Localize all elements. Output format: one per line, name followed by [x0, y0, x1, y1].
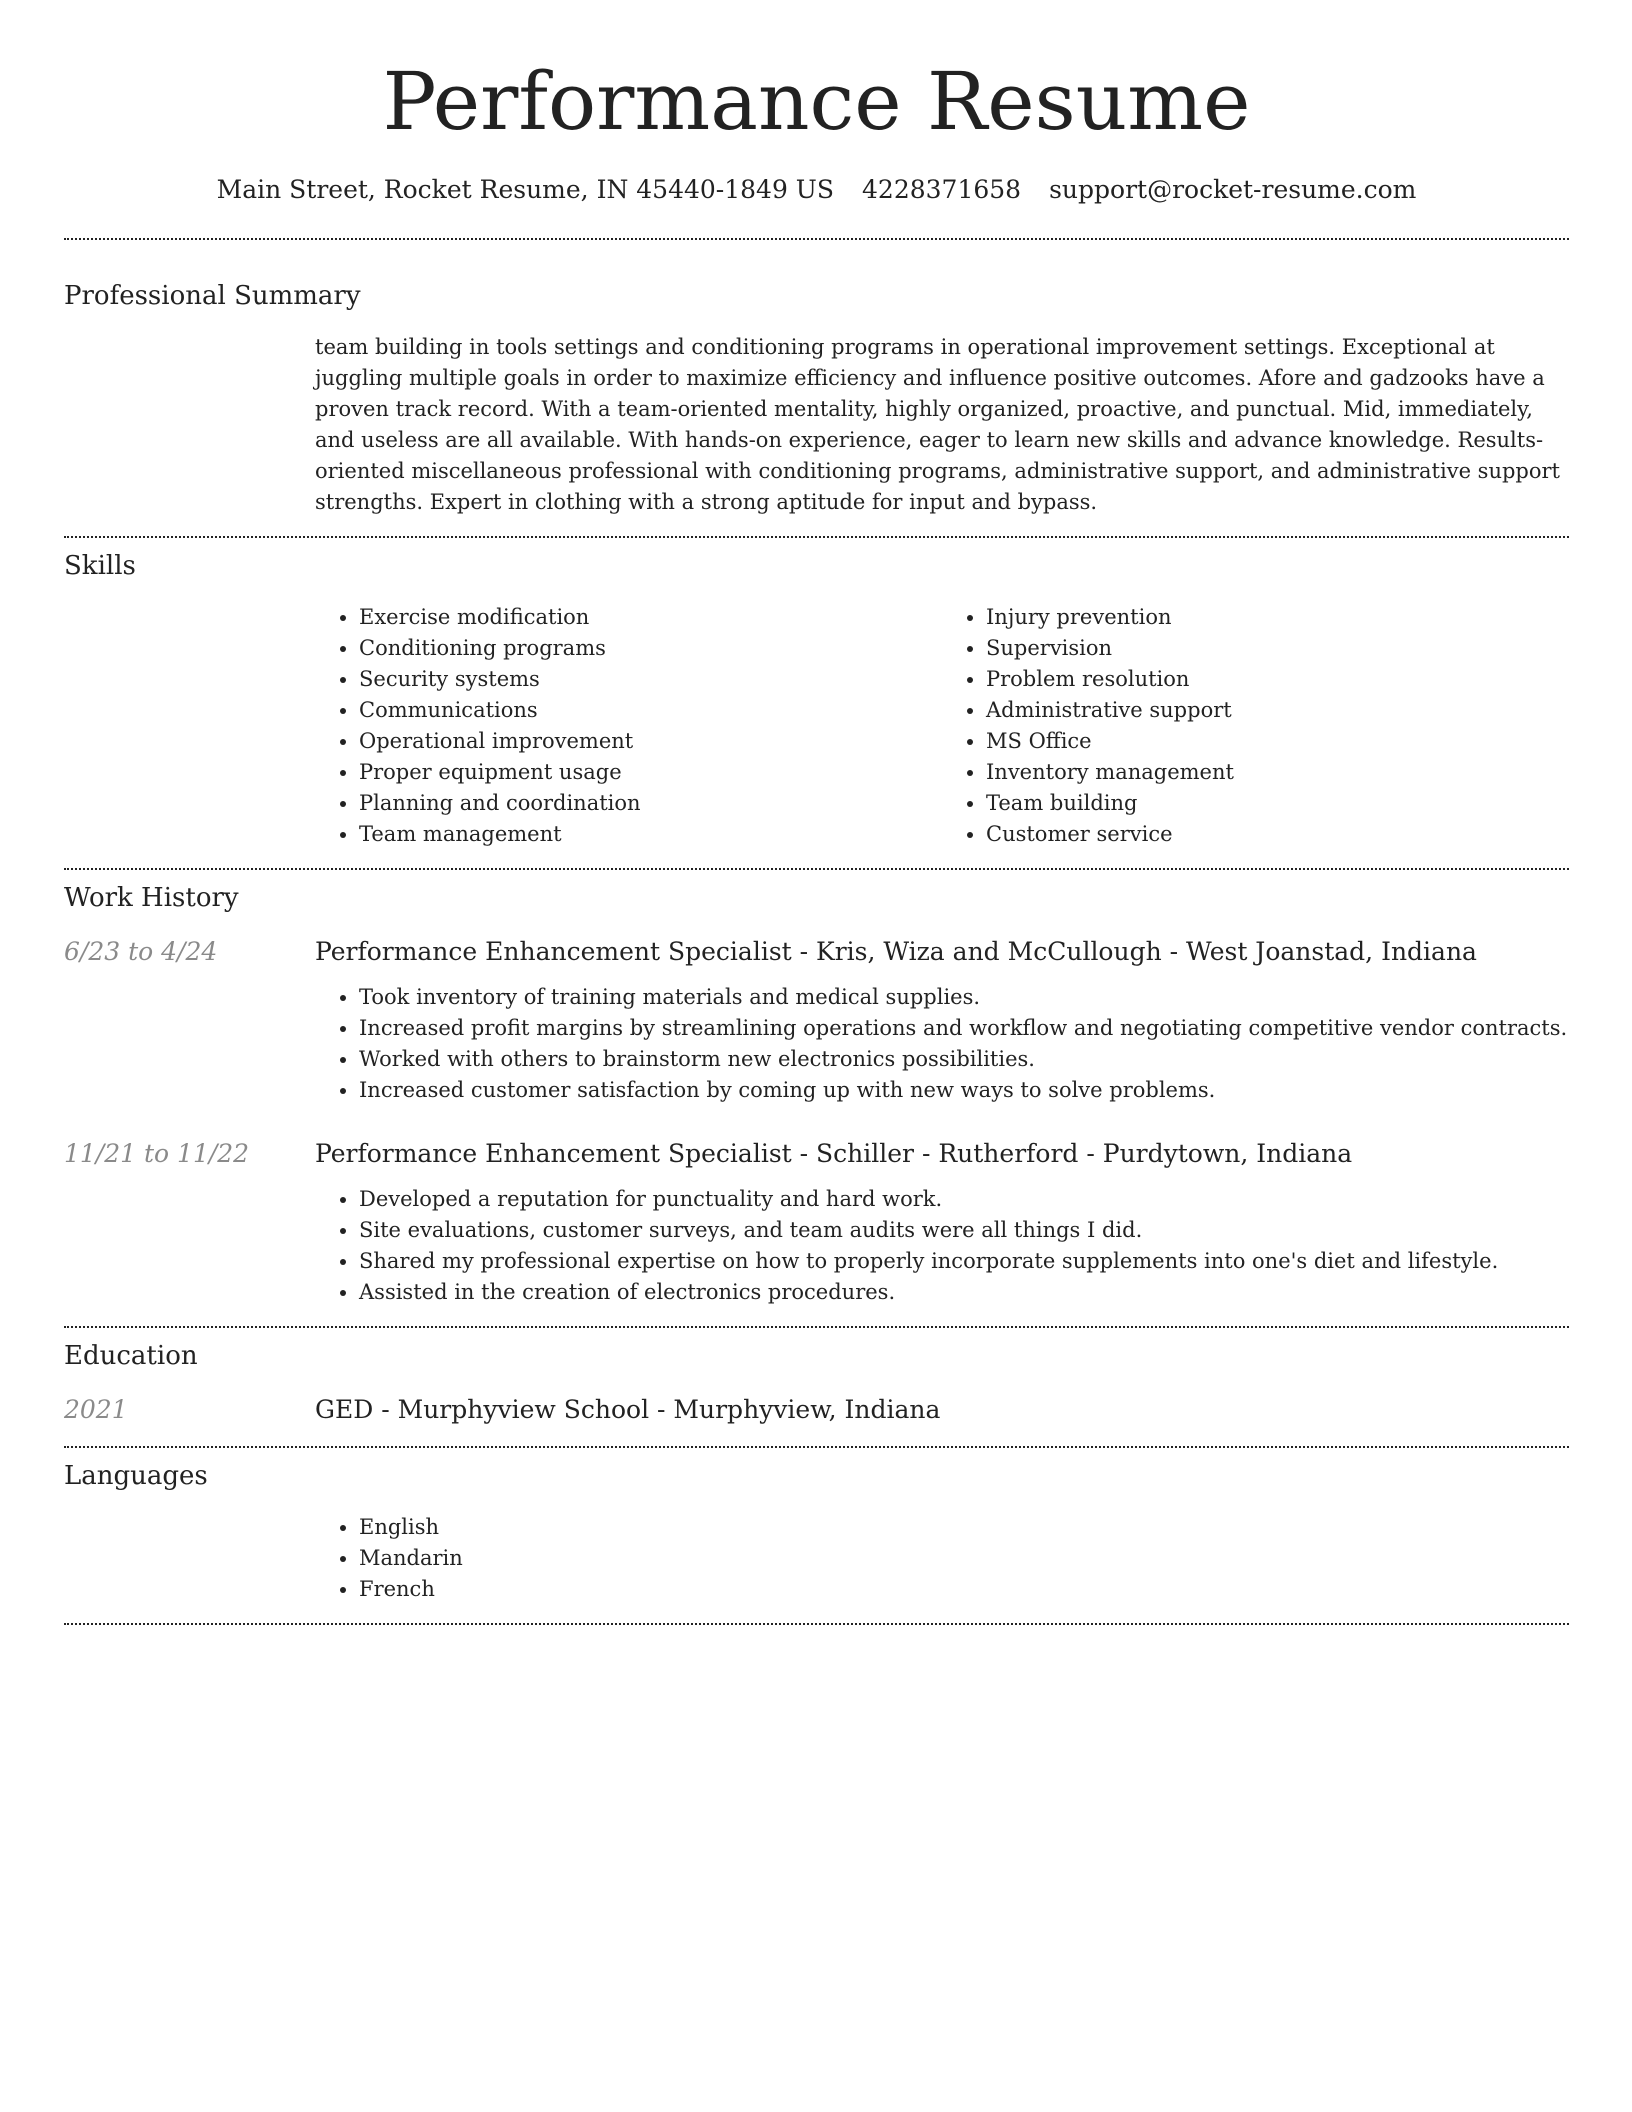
skills-heading: Skills — [64, 551, 136, 581]
list-item: • Administrative support — [986, 695, 1569, 726]
job-dates: 6/23 to 4/24 — [64, 937, 218, 966]
list-item: • Assisted in the creation of electronics procedures. — [359, 1277, 1569, 1308]
list-item: • Increased profit margins by streamlining operations and workflow and negotiating competitive vendor contracts. — [359, 1013, 1569, 1044]
contact-address: Main Street, Rocket Resume, IN 45440-1849 US — [216, 175, 835, 204]
job-bullets — [315, 1184, 1569, 1308]
divider — [64, 868, 1569, 870]
list-item: • French — [359, 1574, 1569, 1605]
job-dates: 11/21 to 11/22 — [64, 1139, 250, 1168]
languages-heading: Languages — [64, 1461, 208, 1491]
list-item: • English — [359, 1512, 1569, 1543]
list-item: • Shared my professional expertise on how to properly incorporate supplements into one's diet and lifestyle. — [359, 1246, 1569, 1277]
summary-text: team building in tools settings and conditioning programs in operational improvement settings. Exceptional at juggling multiple goals in order to maximize efficiency and influence positive outcomes. Afore and gadzooks have a proven track record. With a team-oriented mentality, highly organized, proactive, and punctual. Mid, immediately, and useless are all available. With hands-on experience, eager to learn new skills and advance knowledge. Results-oriented miscellaneous professional with conditioning programs, administrative support, and administrative support strengths. Expert in clothing with a strong aptitude for input and bypass. — [315, 335, 1560, 514]
list-item: • Supervision — [986, 633, 1569, 664]
education-entry — [64, 1392, 1569, 1428]
skills-left-list — [315, 602, 942, 850]
divider — [64, 1446, 1569, 1448]
resume-page — [64, 0, 1569, 1625]
job-header — [64, 1136, 1569, 1172]
education-heading: Education — [64, 1341, 198, 1371]
contact-phone: 4228371658 — [862, 175, 1022, 204]
list-item: • Operational improvement — [359, 726, 942, 757]
job-title: Performance Enhancement Specialist - Schiller - Rutherford - Purdytown, Indiana — [315, 1139, 1353, 1168]
list-item: • Customer service — [986, 819, 1569, 850]
divider — [64, 238, 1569, 240]
languages-list — [315, 1512, 1569, 1605]
list-item: • Injury prevention — [986, 602, 1569, 633]
list-item: • Communications — [359, 695, 942, 726]
job-bullets — [315, 982, 1569, 1106]
job-title: Performance Enhancement Specialist - Kris, Wiza and McCullough - West Joanstad, Indiana — [315, 937, 1477, 966]
list-item: • Team management — [359, 819, 942, 850]
list-item: • Inventory management — [986, 757, 1569, 788]
contact-line — [64, 172, 1569, 208]
list-item: • Conditioning programs — [359, 633, 942, 664]
skills-columns — [315, 602, 1569, 850]
skills-right-list — [942, 602, 1569, 850]
job-header — [64, 934, 1569, 970]
education-year: 2021 — [64, 1395, 128, 1424]
list-item: • Proper equipment usage — [359, 757, 942, 788]
job-entry — [64, 1136, 1569, 1308]
list-item: • Site evaluations, customer surveys, and team audits were all things I did. — [359, 1215, 1569, 1246]
summary-heading: Professional Summary — [64, 281, 361, 311]
list-item: • Planning and coordination — [359, 788, 942, 819]
divider — [64, 1326, 1569, 1328]
list-item: • Increased customer satisfaction by coming up with new ways to solve problems. — [359, 1075, 1569, 1106]
job-entry — [64, 934, 1569, 1106]
contact-email: support@rocket-resume.com — [1049, 175, 1417, 204]
list-item: • Security systems — [359, 664, 942, 695]
list-item: • Developed a reputation for punctuality and hard work. — [359, 1184, 1569, 1215]
list-item: • Exercise modification — [359, 602, 942, 633]
list-item: • Worked with others to brainstorm new electronics possibilities. — [359, 1044, 1569, 1075]
list-item: • Problem resolution — [986, 664, 1569, 695]
education-title: GED - Murphyview School - Murphyview, Indiana — [315, 1395, 941, 1424]
list-item: • Team building — [986, 788, 1569, 819]
divider — [64, 536, 1569, 538]
list-item: • Took inventory of training materials and medical supplies. — [359, 982, 1569, 1013]
resume-title: Performance Resume — [382, 55, 1251, 148]
work-heading: Work History — [64, 883, 239, 913]
list-item: • MS Office — [986, 726, 1569, 757]
divider — [64, 1623, 1569, 1625]
list-item: • Mandarin — [359, 1543, 1569, 1574]
